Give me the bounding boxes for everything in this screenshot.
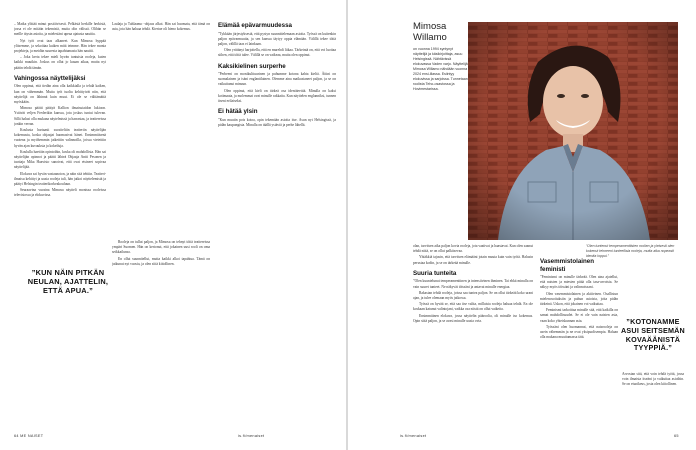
paragraph: ”Olen kuuntelunut temperamenttinen ja intensiivinen ihminen. Tai ehkä minulla on vain suuret tunteet. Ne näkyvät töissäni ja antavat minulle energiaa. xyxy=(413,279,533,289)
right-column-3 xyxy=(622,372,684,432)
paragraph: – Matka ylittää minut positiivisesti. Pelkästä herkille herkistä, jossa ei ole mitään tekemistä, mutta olin välissä. Olihän se meille täysin asioita, ja mielestäni upeaa ajatusta nauttia. xyxy=(14,22,106,37)
paragraph: Yhtäkkiä tajusin, että tarvitsen elämääni jotain muuta kuin vain työtä. Halusin perustaa kodin, ja se on tärkeää minulle. xyxy=(413,255,533,265)
paragraph: Olen vasemmistolainen ja aktiivinen. Osallistun mielenosoituksiin ja puhun asioista, joita pidän tärkeinä. Uskon, että jokainen voi vaikuttaa. xyxy=(540,291,618,307)
paragraph: Olen oppinut, että tiedän aina olla kaikkialla ja tehdä kaiken, kun on vähemmän. Mutta työt tuolta kehittyivät niin, että näyttelijä on lähinnä kuin muut. Ei ole se välttämättä myöskään. xyxy=(14,84,106,104)
paragraph: Rooleja on tullut paljon, ja Mimosa on tehnyt töitä teattereissa ympäri Suomen. Hän on kertonut, että jokainen uusi rooli on oma seikkailunsa. xyxy=(112,240,210,255)
paragraph: – Joka kerta tekee mieli hyvän tuntuisia rooleja, kuten kaikki muutkin. Joskus on ollut jo kauan aikaa, mutta nyt päätin tehdä tämän. xyxy=(14,55,106,70)
left-page xyxy=(0,0,346,450)
paragraph: Työssäni olen huomannut, että naisrooleja on usein vähemmän ja ne ovat yksipuolisempia. Haluan olla mukana muuttamassa tätä. xyxy=(540,324,618,340)
portrait-caption xyxy=(413,22,468,182)
caption-description: on vuonna 1994 syntynyt näyttelijä ja käsikirjoittaja, asuu Helsingissä. Nähtävissä elokuvassa Vaden varjo. Näyttelijä Mimosa Willamo nähdään vuonna 2024 ensi-illassa. Esiintyy elokuvissa ja sarjoissa. Tunnetaan roolista Teho-osastossa ja Hovimestarissa. xyxy=(413,47,468,91)
pull-quote-text: ”KOTONAMME ASUI SEITSEMÄN KOVAÄÄNISTÄ TYYPPIÄ.” xyxy=(621,317,685,353)
right-column-2 xyxy=(540,244,618,432)
paragraph: ”Feminismi on minulle tärkeää. Olen aina ajatellut, että naisten ja miesten pitää olla tasa-arvoisia. Se näkyy myös töissäni ja valinnoissani. xyxy=(540,275,618,290)
paragraph: Olen oppinut, että kieli on tärkeä osa identiteettiä. Minulla on kaksi kotimaata, ja molemmat ovat minulle rakkaita. Kun näyttelen englanniksi, tunnen itseni erilaiseksi. xyxy=(218,88,336,104)
left-column-3 xyxy=(218,22,336,432)
left-column-1 xyxy=(14,22,109,432)
paragraph: Seuraavina vuosina Mimosa näytteli monissa rooleissa televisiossa ja elokuvissa. xyxy=(14,188,106,198)
folio-right: 65 xyxy=(674,434,679,438)
left-column-2-lower xyxy=(112,240,210,430)
pull-quote-left xyxy=(22,268,114,295)
paragraph: Ensimmäinen elokuva, jossa näyttelin pääroolia, oli minulle iso kokemus. Opin siitä paljon, ja se avasi minulle uusia ovia. xyxy=(413,313,533,323)
portrait-photo xyxy=(468,22,678,240)
paragraph: Työssä on hyvää se, että saa itse valita, millaisia rooleja haluaa tehdä. En ole koskaan katunut valintojani, vaikka osa niistä on ollut vaikeita. xyxy=(413,302,533,312)
paragraph: Koululla haettiin opintoihin, koska oli mahdollista. Hän sai näyttelijän opinnot ja päätti lähteä Ohjaaja Antti Pesonen ja tuottaja Mika Haavisto sanoivat, että ovat etsineet sopivaa näyttelijää. xyxy=(14,149,106,170)
right-column-1 xyxy=(413,244,533,432)
paragraph: ”Tykkään järjestyksestä, että pystyn suunnittelemaan asioita. Työssä on kuitenkin paljon epävarmuutta, ja sen kanssa täytyy oppia elämään. Välillä tekee töitä paljon, välillä taas ei lainkaan. xyxy=(218,31,336,46)
paragraph: ”Kun muutin pois kotoa, opin tekemään asioita itse. Asun nyt Helsingissä, ja pidän kaupungista. Minulla on täällä ystäviä ja perhe lähellä. xyxy=(218,117,336,127)
pull-quote-text: ”KUN NÄIN PITKÄN NEULAN, AJATTELIN, ETTÄ APUA.” xyxy=(27,268,109,295)
paragraph: Nyt työt ovat taas alkaneet. Kun Mimosa hyppää ylitsemme, ja sekoittaa kaiken mitä teimme. Hän tekee monia projekteja, ja meidän suuresta tapahtumasta hän nauttii. xyxy=(14,38,106,54)
paragraph: ”Perheeni on monikulttuurinen ja puhumme kotona kahta kieltä. Äitini on suomalainen ja isäni englantilainen. Olemme aina matkustaneet paljon, ja se on vaikuttanut minuun. xyxy=(218,72,336,87)
paragraph: Rakastan tehdä rooleja, joissa saa tuntea paljon. Se on ollut tärkeää koko urani ajan, ja tulee olemaan myös jatkossa. xyxy=(413,290,533,300)
folio-left: 64 ME NAISET xyxy=(14,434,44,438)
pull-quote-right xyxy=(620,318,686,353)
section-heading: Kaksikielinen surperhe xyxy=(218,62,286,70)
folio-center-left: is.fi/menaiset xyxy=(238,434,265,438)
paragraph: Mimosa päätti päätyä Kallion ilmaisutaidon lukioon. Ystävät veljen Frederikin kanssa, jota joskus tuntui tulevan. Sillä halusi olla mukana näytelmissä ja harrastaa, ja teattereissa jonkin verran. xyxy=(14,106,106,126)
section-heading: Ei hätää ylsin xyxy=(218,108,258,116)
paragraph: Olen yrittänyt harjoitella, että en murehdi liikaa. Tärkeintä on, että voi luottaa siihen, että töitä tulee. Välillä se on vaikeaa, mutta olen oppinut. xyxy=(218,48,336,58)
paragraph: Elokuva sai hyvän vastaanoton, ja näin sitä tehtiin. Teatteri-ilmaisu kehittyi ja uusia rooleja tuli, hän jatkoi näyttelemistä ja päätyi Helsingin teatterikorkeakouluun. xyxy=(14,171,106,186)
paragraph: olan, tarvitsen aika paljon kovia rooleja, jota vaativat ja haastavat. Kun olen saanut tehdä niitä, se on ollut palkitsevaa. xyxy=(413,244,533,254)
section-heading: Vasemmistolainen feministi xyxy=(540,258,594,273)
folio-center-right: is.fi/menaiset xyxy=(400,434,427,438)
section-heading: Vahingossa näyttelijäksi xyxy=(14,74,86,82)
paragraph: Koulusta hartaasti suositeltiin teatteriin näyttelijän kokemusta, koska ohjaajat huomasivat hänet. Ensimmäisenä vuotena ja myöhemmin jatkettiin valinnoilla, joissa vietettiin hyvän ajan kuvauksia ja kokeiluja. xyxy=(14,127,106,148)
brick-wall-background xyxy=(468,22,678,240)
section-heading: Suuria tunteita xyxy=(413,269,457,277)
caption-name: Mimosa Willamo xyxy=(413,21,447,43)
paragraph: En ollut suunnitellut, mutta kaikki alkoi tapahtua. Tämä on jatkunut nyt vuosia, ja olen siitä kiitollinen. xyxy=(112,256,210,266)
photo-caption: ”Olen tuntenut temperamenttisten roolien ja yleisesti olen kokenut tehneeni tunteellisia rooleja, mutta aika nopeasti ideoita loppui.” xyxy=(586,244,675,258)
paragraph: Arvostan sitä, että voin tehdä työtä, jossa voin ilmaista itseäni ja vaikuttaa asioihin. Se on etuoikeus, josta olen kiitollinen. xyxy=(622,372,684,387)
paragraph: Laulaja ja Tuhlaamo -ohjaus alkoi. Hän sai huomata, että tämä on asia, jota hän haluaa tehdä. Kiertue oli hieno kokemus. xyxy=(112,22,210,32)
section-heading: Elämää epävarmuudessa xyxy=(218,22,292,29)
paragraph: Feminismi tarkoittaa minulle sitä, että kaikilla on samat mahdollisuudet. Se ei ole vain naisten asia, vaan koko yhteiskunnan asia. xyxy=(540,308,618,323)
